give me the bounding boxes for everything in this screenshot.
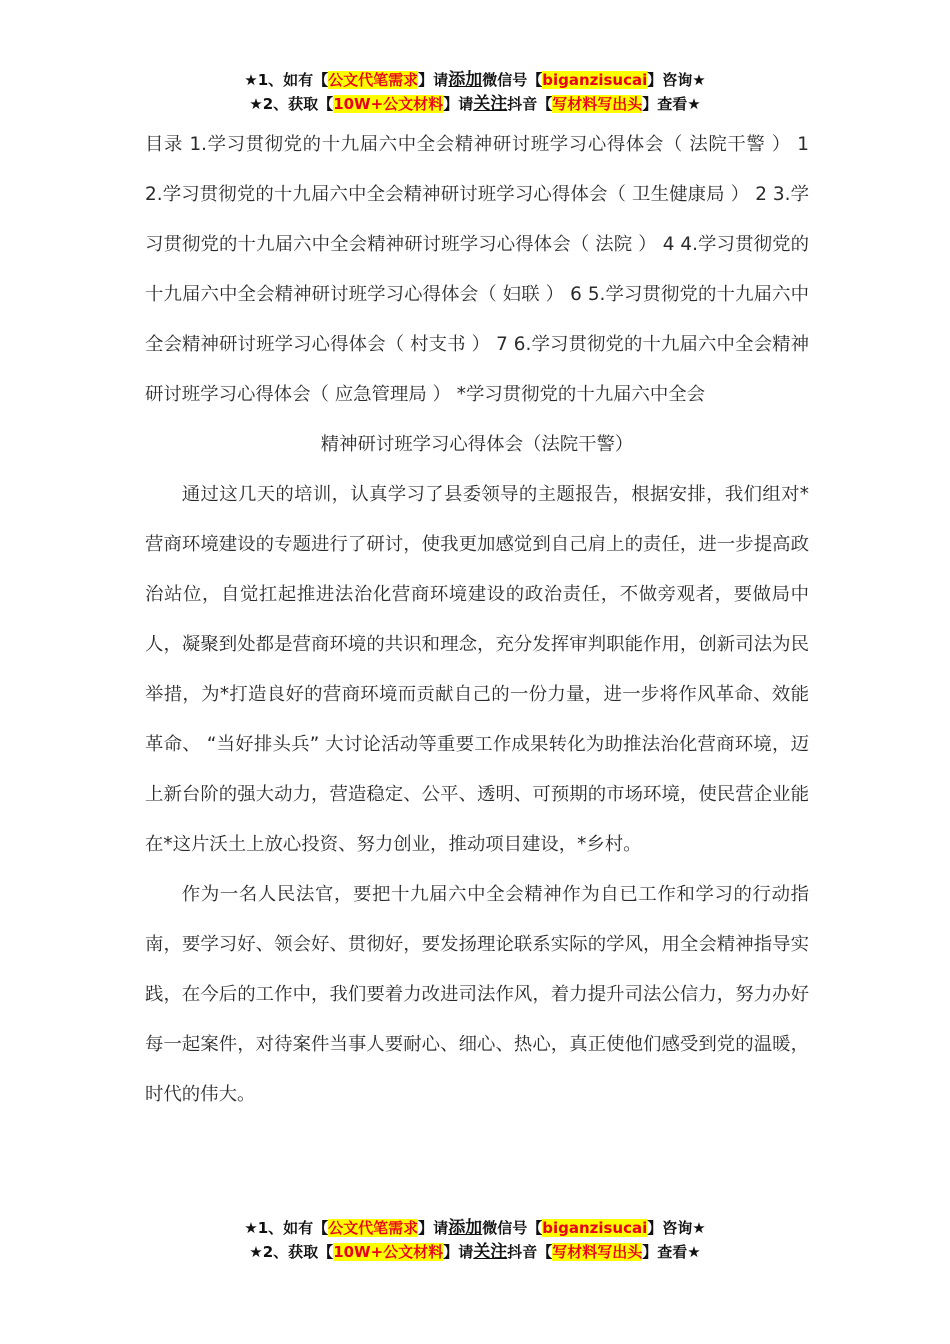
promo-banner-top — [0, 68, 950, 116]
body-paragraph: 通过这几天的培训，认真学习了县委领导的主题报告，根据安排，我们组对*营商环境建设的专题进行了研讨，使我更加感觉到自己肩上的责任，进一步提高政治站位，自觉扛起推进法治化营商环境建设的政治责任，不做旁观者，要做局中人，凝聚到处都是营商环境的共识和理念，充分发挥审判职能作用，创新司法为民举措，为*打造良好的营商环境而贡献自己的一份力量，进一步将作风革命、效能革命、 “当好排头兵” 大讨论活动等重要工作成果转化为助推法治化营商环境，迈上新台阶的强大动力，营造稳定、公平、透明、可预期的市场环境，使民营企业能在*这片沃土上放心投资、努力创业，推动项目建设，*乡村。 — [145, 484, 809, 855]
emphasis-text: 添加 — [448, 70, 483, 90]
table-of-contents: 目录 1.学习贯彻党的十九届六中全会精神研讨班学习心得体会（ 法院干警 ） 1 2.学习贯彻党的十九届六中全会精神研讨班学习心得体会（ 卫生健康局 ） 2 3.学习贯彻党的十九届六中全会精神研讨班学习心得体会（ 法院 ） 4 4.学习贯彻党的十九届六中全会精神研讨班学习心得体会（ 妇联 ） 6 5.学习贯彻党的十九届六中全会精神研讨班学习心得体会（ 村支书 ） 7 6.学习贯彻党的十九届六中全会精神研讨班学习心得体会（ 应急管理局 ） *学习贯彻党的十九届六中全会 — [145, 134, 809, 405]
promo-text: 】请 — [443, 95, 474, 113]
promo-text: 】查看★ — [642, 95, 701, 113]
promo-text: ★2、获取【 — [249, 95, 334, 113]
promo-line-1 — [0, 68, 950, 92]
promo-text: 】咨询★ — [647, 71, 706, 89]
highlight-materials: 10W+公文材料 — [333, 1243, 444, 1261]
highlight-douyin-account: 写材料写出头 — [552, 95, 643, 113]
promo-text: 】查看★ — [642, 1243, 701, 1261]
promo-text: 】请 — [418, 71, 449, 89]
promo-text: 抖音【 — [507, 1243, 553, 1261]
highlight-wechat-id: biganzisucai — [542, 1219, 648, 1237]
highlight-materials: 10W+公文材料 — [333, 95, 444, 113]
promo-text: 微信号【 — [482, 1219, 543, 1237]
promo-text: 】请 — [443, 1243, 474, 1261]
emphasis-text: 添加 — [448, 1218, 483, 1238]
promo-line-2 — [0, 1240, 950, 1264]
promo-line-2 — [0, 92, 950, 116]
highlight-service: 公文代笔需求 — [328, 1219, 419, 1237]
emphasis-text: 关注 — [473, 1242, 508, 1262]
promo-text: 抖音【 — [507, 95, 553, 113]
highlight-wechat-id: biganzisucai — [542, 71, 648, 89]
promo-banner-bottom — [0, 1216, 950, 1264]
promo-text: ★2、获取【 — [249, 1243, 334, 1261]
promo-line-1 — [0, 1216, 950, 1240]
promo-text: ★1、如有【 — [244, 1219, 329, 1237]
highlight-service: 公文代笔需求 — [328, 71, 419, 89]
body-paragraph: 作为一名人民法官，要把十九届六中全会精神作为自已工作和学习的行动指南，要学习好、领会好、贯彻好，要发扬理论联系实际的学风，用全会精神指导实践，在今后的工作中，我们要着力改进司法作风，着力提升司法公信力，努力办好每一起案件，对待案件当事人要耐心、细心、热心，真正使他们感受到党的温暖，时代的伟大。 — [145, 884, 809, 1105]
article-body — [145, 470, 809, 1120]
promo-text: 微信号【 — [482, 71, 543, 89]
highlight-douyin-account: 写材料写出头 — [552, 1243, 643, 1261]
article-title: 精神研讨班学习心得体会（法院干警） — [320, 434, 634, 455]
promo-text: 】咨询★ — [647, 1219, 706, 1237]
emphasis-text: 关注 — [473, 94, 508, 114]
promo-text: ★1、如有【 — [244, 71, 329, 89]
promo-text: 】请 — [418, 1219, 449, 1237]
